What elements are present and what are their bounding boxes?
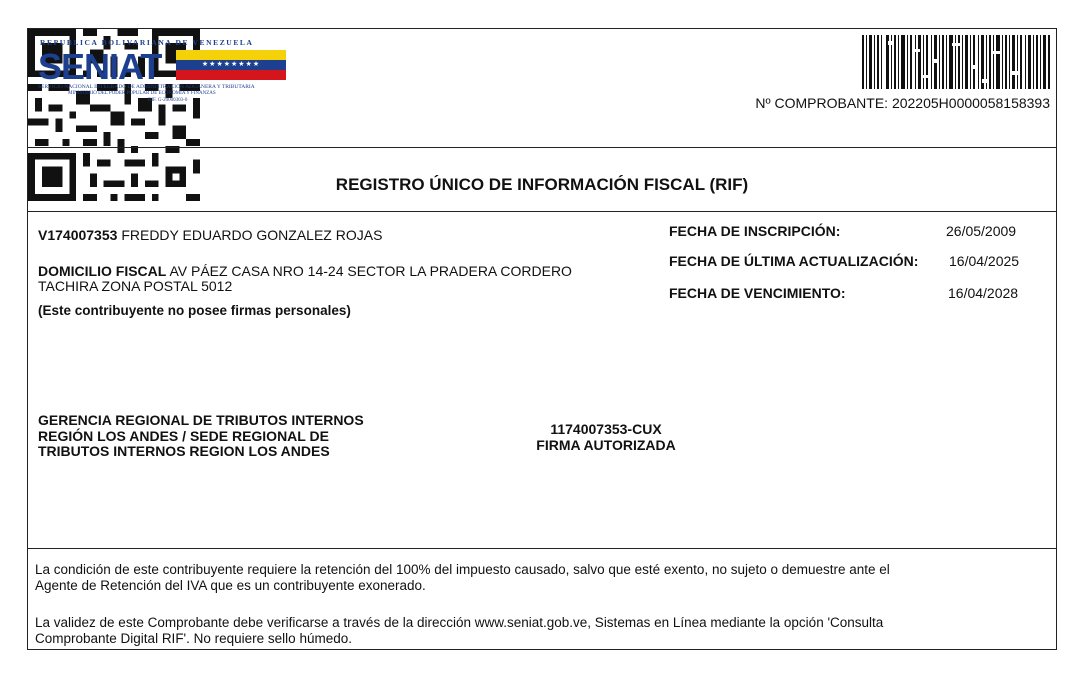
comprobante-number — [755, 95, 1050, 111]
signature-note: (Este contribuyente no posee firmas personales) — [38, 303, 351, 318]
divider — [28, 548, 1056, 549]
fiscal-address — [38, 264, 572, 294]
retention-note-line-2: Agente de Retención del IVA que es un contribuyente exonerado. — [35, 577, 426, 593]
logo-subtitle-2: MINISTERIO DEL PODER POPULAR DE ECONOMÍA Y FINANZAS — [68, 91, 216, 96]
actualizacion-value: 16/04/2025 — [949, 253, 1020, 269]
office-line-2: REGIÓN LOS ANDES / SEDE REGIONAL DE — [38, 427, 329, 444]
retention-note — [35, 562, 890, 593]
divider — [28, 147, 1056, 148]
vencimiento-label: FECHA DE VENCIMIENTO: — [669, 285, 846, 301]
address-label: DOMICILIO FISCAL — [38, 263, 167, 279]
seniat-logo: SENIAT — [38, 46, 162, 87]
validity-note-line-1: La validez de este Comprobante debe verificarse a través de la dirección www.seniat.gob.ve, Sistemas en Línea mediante la opción 'Consulta — [35, 615, 884, 630]
retention-note-line-1: La condición de este contribuyente requiere la retención del 100% del impuesto causado, salvo que esté exento, no sujeto o demuestre ante el — [35, 562, 890, 577]
logo-subtitle-1: SERVICIO NACIONAL INTEGRADO DE ADMINISTRACION ADUANERA Y TRIBUTARIA — [38, 84, 255, 90]
document-frame — [27, 28, 1057, 650]
comprobante-value: 202205H0000058158393 — [891, 95, 1050, 111]
document-title: REGISTRO ÚNICO DE INFORMACIÓN FISCAL (RIF) — [335, 175, 749, 194]
inscripcion-label: FECHA DE INSCRIPCIÓN: — [669, 223, 841, 239]
office-line-1: GERENCIA REGIONAL DE TRIBUTOS INTERNOS — [38, 412, 364, 428]
address-line-2: TACHIRA ZONA POSTAL 5012 — [38, 278, 233, 294]
divider — [28, 211, 1056, 212]
taxpayer-line — [38, 227, 382, 243]
regional-office — [38, 413, 364, 460]
address-line-1: AV PÁEZ CASA NRO 14-24 SECTOR LA PRADERA CORDERO — [169, 263, 572, 279]
logo-republic-text: REPUBLICA BOLIVARIANA DE VENEZUELA — [40, 38, 254, 47]
signature-label: FIRMA AUTORIZADA — [536, 436, 676, 453]
taxpayer-name: FREDDY EDUARDO GONZALEZ ROJAS — [121, 227, 383, 243]
taxpayer-rif: V174007353 — [38, 227, 118, 243]
vencimiento-value: 16/04/2028 — [948, 285, 1019, 301]
logo-subtitle-3: RIF. G-20000303-0 — [148, 98, 188, 103]
venezuela-flag-icon: ★★★★★★★★ — [176, 50, 286, 80]
comprobante-label: Nº COMPROBANTE: — [755, 95, 889, 111]
authorized-signature — [506, 422, 706, 453]
validity-note-line-2: Comprobante Digital RIF'. No requiere sello húmedo. — [35, 630, 352, 646]
inscripcion-value: 26/05/2009 — [946, 223, 1017, 239]
signature-code: 1174007353-CUX — [550, 421, 662, 437]
office-line-3: TRIBUTOS INTERNOS REGION LOS ANDES — [38, 443, 330, 459]
validity-note — [35, 615, 883, 646]
actualizacion-label: FECHA DE ÚLTIMA ACTUALIZACIÓN: — [669, 253, 919, 269]
barcode-icon — [862, 35, 1052, 89]
